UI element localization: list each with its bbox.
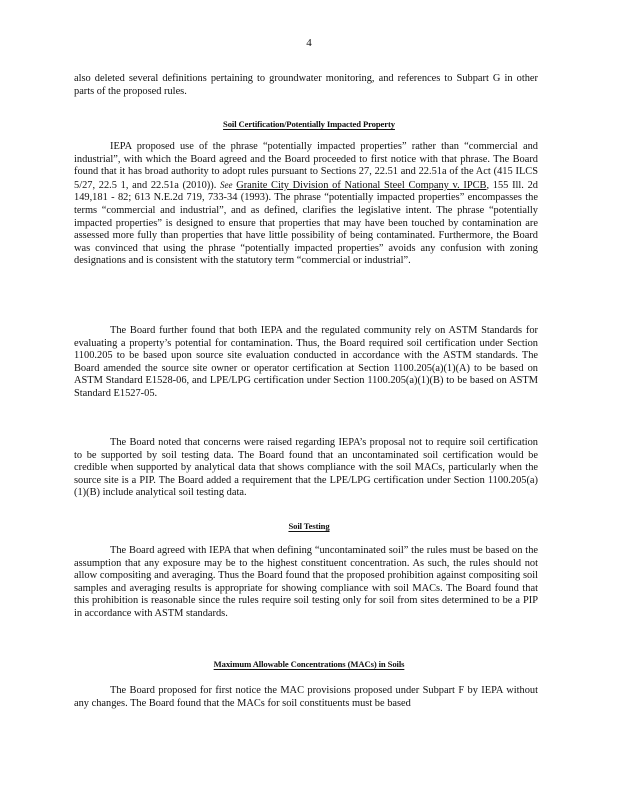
paragraph-astm-standards: The Board further found that both IEPA and the regulated community rely on ASTM Standards for evaluating a property’s potential for contamination. Thus, the Board required soil certification under Section 1100.205 to be based upon source site evaluation conducted in accordance with the ASTM standards. The Board amended the source site owner or operator certification at Section 1100.205(a)(1)(A) to be based on ASTM Standard E1528-06, and LPE/LPG certification under Section 1100.205(a)(1)(B) to be based on ASTM Standard E1527-05.	[74, 325, 538, 399]
paragraph-mac: The Board proposed for first notice the MAC provisions proposed under Subpart F by IEPA without any changes. The Board found that the MACs for soil constituents must be based	[74, 685, 538, 709]
heading-soil-certification-text: Soil Certification/Potentially Impacted Property	[223, 119, 395, 129]
paragraph-iepa-part2: , 155 Ill. 2d 149,181 - 82; 613 N.E.2d 719, 733-34 (1993). The phrase “potentially impacted properties” encompasses the terms “commercial and industrial”, and as defined, clarifies the legislative intent. The phrase “potentially impacted properties” is designed to ensure that properties that may have been touched by contamination are assessed more fully than properties that have little possibility of being contaminated. Furthermore, the Board was convinced that using the phrase “potentially impacted properties” avoids any confusion with zoning designations and is consistent with the statutory term “commercial or industrial”.	[74, 179, 538, 267]
paragraph-soil-testing: The Board agreed with IEPA that when defining “uncontaminated soil” the rules must be based on the assumption that any exposure may be to the highest constituent concentration. As such, the rules should not allow compositing and averaging. Thus the Board found that the proposed prohibition against compositing soil samples and averaging results is appropriate for showing compliance with soil MACs. The Board found that this prohibition is reasonable since the rules require soil testing only for soil from sites determined to be a PIP in accordance with ASTM standards.	[74, 545, 538, 619]
heading-mac-text: Maximum Allowable Concentrations (MACs) in Soils	[213, 659, 405, 669]
see-signal: See	[220, 179, 233, 190]
paragraph-intro: also deleted several definitions pertaining to groundwater monitoring, and references to Subpart G in other parts of the proposed rules.	[74, 73, 538, 97]
heading-soil-certification	[0, 118, 618, 131]
heading-soil-testing-text: Soil Testing	[288, 521, 330, 531]
heading-mac	[0, 658, 618, 671]
page-number: 4	[306, 37, 312, 49]
paragraph-iepa-phrase	[74, 141, 538, 268]
paragraph-soil-testing-concerns: The Board noted that concerns were raised regarding IEPA’s proposal not to require soil certification to be supported by soil testing data. The Board found that an uncontaminated soil certification would be credible when supported by analytical data that shows compliance with the soil MACs, particularly when the source site is a PIP. The Board added a requirement that the LPE/LPG certification under Section 1100.205(a)(1)(B) include analytical soil testing data.	[74, 437, 538, 499]
case-citation: Granite City Division of National Steel Company v. IPCB	[236, 179, 487, 191]
heading-soil-testing	[0, 520, 618, 533]
paragraph-iepa-part1: IEPA proposed use of the phrase “potentially impacted properties” rather than “commercial and industrial”, with which the Board agreed and the Board proceeded to first notice with that phrase. The Board found that it has broad authority to adopt rules pursuant to Sections 27, 22.51 and 22.51a of the Act (415 ILCS 5/27, 22.5 1, and 22.51a (2010)).	[74, 141, 538, 191]
